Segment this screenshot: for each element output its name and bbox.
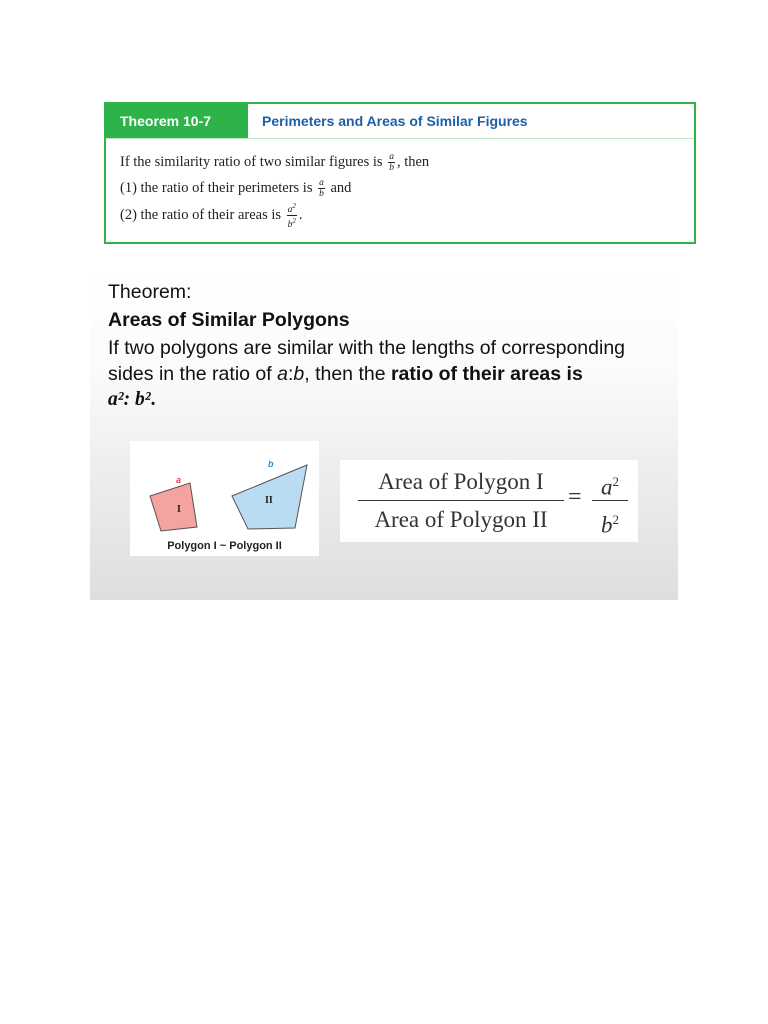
theorem-text-line-3: a²: b². [108, 389, 156, 410]
areas-of-similar-polygons-card [90, 268, 678, 600]
polygons-diagram [130, 441, 319, 556]
formula-equals: = [568, 484, 582, 510]
theorem-title: Perimeters and Areas of Similar Figures [262, 113, 528, 129]
fraction-a-over-b: $\frac{a}{b}$ [319, 178, 324, 200]
theorem-text-line-2: sides in the ratio of a:b, then the ratio of their areas is [108, 363, 583, 385]
fraction-a2-over-b2: $\frac{a^2}{b^2}$ [287, 202, 296, 231]
theorem-label: Theorem: [108, 281, 192, 303]
formula-rhs-fraction: $a^2$ $b^2$ [592, 466, 628, 535]
polygons-figure [130, 441, 319, 556]
theorem-line-3: (2) the ratio of their areas is $\frac{a^2}{b^2}$ . [120, 202, 303, 231]
theorem-line-2: (1) the ratio of their perimeters is $\frac{a}{b}$ and [120, 178, 352, 200]
formula-denominator: Area of Polygon II [374, 507, 548, 532]
fraction-a-over-b: $\frac{a}{b}$ [389, 152, 394, 174]
theorem-text-line-1: If two polygons are similar with the lengths of corresponding [108, 337, 626, 359]
theorem-line-1: If the similarity ratio of two similar figures is $\frac{a}{b}$ , then [120, 152, 430, 174]
figure-caption: Polygon I ~ Polygon II [167, 540, 282, 552]
formula-numerator: Area of Polygon I [378, 469, 544, 494]
label-b: b [268, 459, 274, 469]
label-a: a [176, 475, 182, 485]
area-ratio-formula [340, 460, 638, 542]
label-II: II [265, 495, 273, 506]
polygon-I [150, 483, 197, 531]
theorem-heading: Areas of Similar Polygons [108, 309, 350, 331]
formula-lhs-fraction [358, 466, 564, 535]
label-I: I [177, 504, 181, 515]
theorem-10-7-box [104, 102, 696, 244]
theorem-body [106, 139, 694, 230]
theorem-header [106, 104, 694, 139]
theorem-tag: Theorem 10-7 [106, 104, 248, 138]
